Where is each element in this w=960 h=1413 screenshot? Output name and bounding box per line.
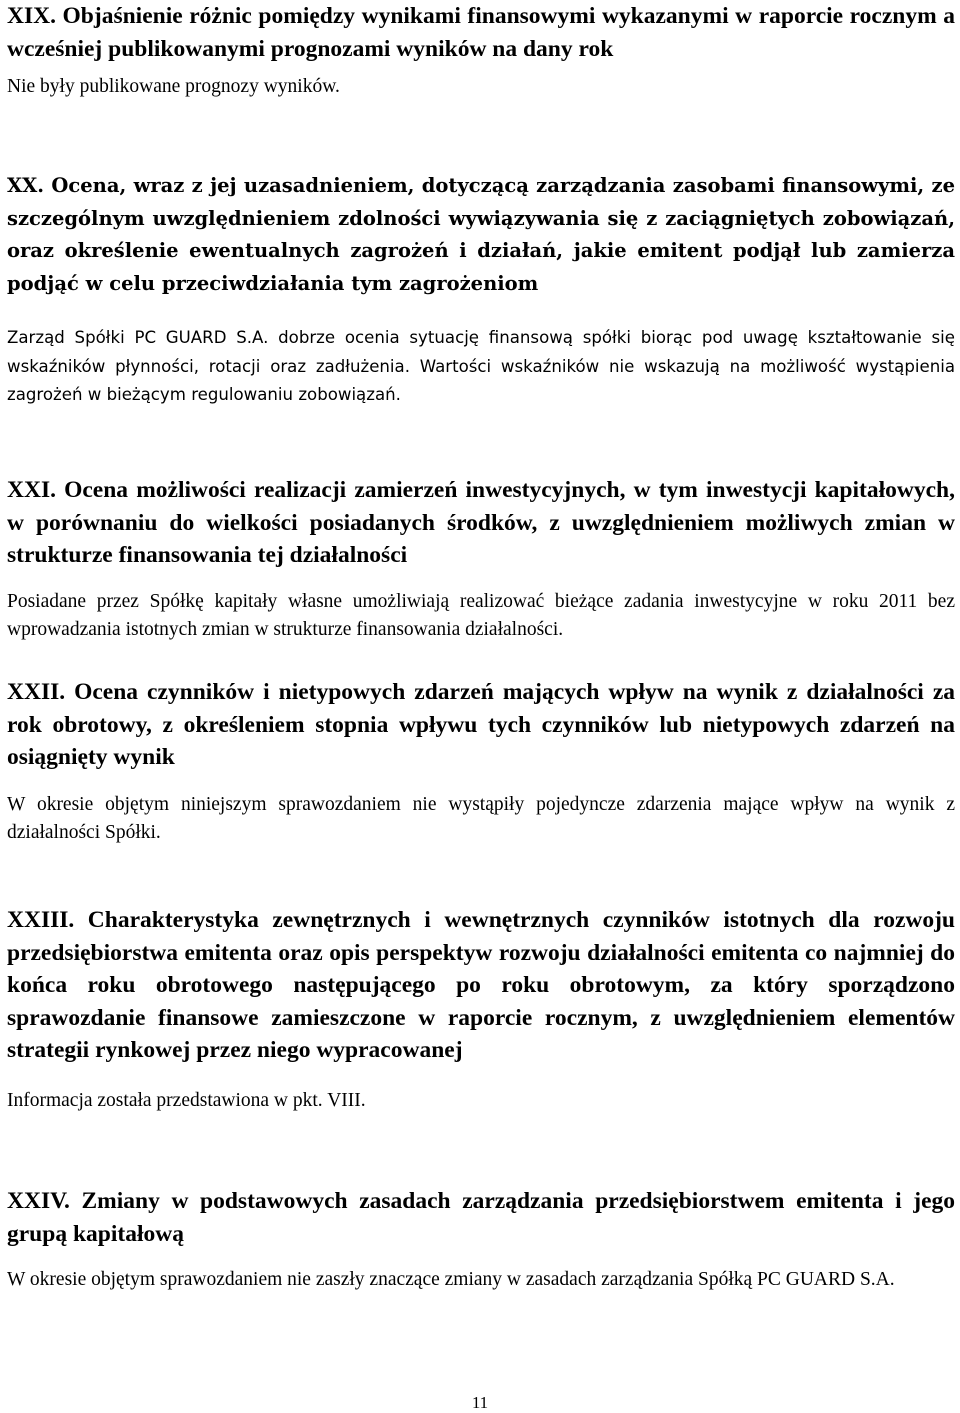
section-xx <box>7 170 955 410</box>
section-heading: XXIII. Charakterystyka zewnętrznych i wewnętrznych czynników istotnych dla rozwoju przedsiębiorstwa emitenta oraz opis perspektyw rozwoju działalności emitenta co najmniej do końca roku obrotowego następującego po roku obrotowym, za który sporządzono sprawozdanie finansowe zamieszczone w raporcie rocznym, z uwzględnieniem elementów strategii rynkowej przez niego wypracowanej <box>7 907 955 1063</box>
section-body: Nie były publikowane prognozy wyników. <box>7 76 340 97</box>
section-xix <box>7 0 955 101</box>
section-body: Informacja została przedstawiona w pkt. VIII. <box>7 1089 366 1111</box>
section-xxi <box>7 474 955 644</box>
section-heading: XXIV. Zmiany w podstawowych zasadach zarządzania przedsiębiorstwem emitenta i jego grupą kapitałową <box>7 1188 955 1247</box>
section-xxiii <box>7 904 955 1115</box>
section-body: W okresie objętym niniejszym sprawozdaniem nie wystąpiły pojedyncze zdarzenia mające wpływ na wynik z działalności Spółki. <box>7 793 955 843</box>
section-heading: XX. Ocena, wraz z jej uzasadnieniem, dotyczącą zarządzania zasobami finansowymi, ze szczególnym uwzględnieniem zdolności wywiązywania się z zaciągniętych zobowiązań, oraz określenie ewentualnych zagrożeń i działań, jakie emitent podjął lub zamierza podjąć w celu przeciwdziałania tym zagrożeniom <box>7 174 955 295</box>
page-number: 11 <box>471 1393 489 1412</box>
section-body: Posiadane przez Spółkę kapitały własne umożliwiają realizować bieżące zadania inwestycyjne w roku 2011 bez wprowadzania istotnych zmian w strukturze finansowania działalności. <box>7 590 955 640</box>
section-xxiv <box>7 1185 955 1294</box>
section-body: Zarząd Spółki PC GUARD S.A. dobrze ocenia sytuację finansową spółki biorąc pod uwagę kształtowanie się wskaźników płynności, rotacji oraz zadłużenia. Wartości wskaźników nie wskazują na możliwość wystąpienia zagrożeń w bieżącym regulowaniu zobowiązań. <box>7 328 955 404</box>
section-heading: XIX. Objaśnienie różnic pomiędzy wynikami finansowymi wykazanymi w raporcie rocznym a wcześniej publikowanymi prognozami wyników na dany rok <box>7 3 955 62</box>
section-body: W okresie objętym sprawozdaniem nie zaszły znaczące zmiany w zasadach zarządzania Spółką PC GUARD S.A. <box>7 1269 895 1290</box>
section-xxii <box>7 676 955 847</box>
section-heading: XXII. Ocena czynników i nietypowych zdarzeń mających wpływ na wynik z działalności za rok obrotowy, z określeniem stopnia wpływu tych czynników lub nietypowych zdarzeń na osiągnięty wynik <box>7 679 955 770</box>
section-heading: XXI. Ocena możliwości realizacji zamierzeń inwestycyjnych, w tym inwestycji kapitałowych, w porównaniu do wielkości posiadanych środków, z uwzględnieniem możliwych zmian w strukturze finansowania tej działalności <box>7 477 955 568</box>
